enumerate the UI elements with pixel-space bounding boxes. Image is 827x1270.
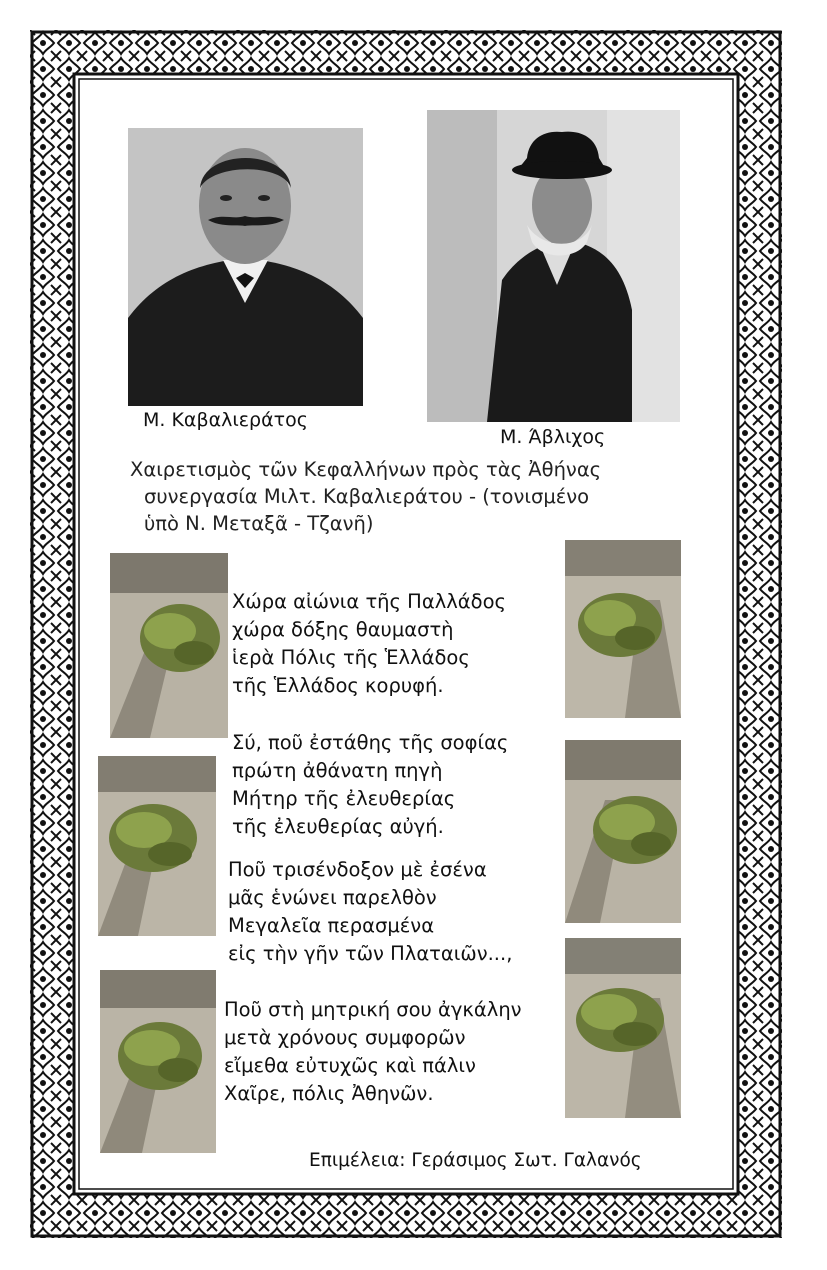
verse-line: Ποῦ στὴ μητρική σου ἀγκάλην bbox=[224, 998, 522, 1021]
stanza-2 bbox=[232, 729, 508, 841]
verse-line: μετὰ χρόνους συμφορῶν bbox=[224, 1026, 466, 1049]
portrait-caption-kavalieratos: Μ. Καβαλιεράτος bbox=[143, 409, 308, 431]
credit-line: Επιμέλεια: Γεράσιμος Σωτ. Γαλανός bbox=[309, 1150, 642, 1171]
stanza-3 bbox=[228, 856, 512, 968]
stanza-1 bbox=[232, 588, 506, 700]
verse-line: Χαῖρε, πόλις Ἀθηνῶν. bbox=[224, 1082, 434, 1105]
verse-line: τῆς Ἑλλάδος κορυφή. bbox=[232, 674, 444, 697]
portrait-avlichos bbox=[427, 110, 680, 422]
wreath-image bbox=[110, 553, 228, 738]
verse-line: ἱερὰ Πόλις τῆς Ἑλλάδος bbox=[232, 646, 470, 669]
wreath-image bbox=[565, 938, 681, 1118]
verse-line: χώρα δόξης θαυμαστὴ bbox=[232, 618, 454, 641]
portrait-caption-avlichos: Μ. Άβλιχος bbox=[500, 426, 606, 448]
portrait-kavalieratos bbox=[128, 128, 363, 406]
title-line: Χαιρετισμὸς τῶν Κεφαλλήνων πρὸς τὰς Ἀθήνας bbox=[130, 458, 602, 481]
wreath-image bbox=[565, 540, 681, 718]
verse-line: πρώτη ἀθάνατη πηγὴ bbox=[232, 759, 443, 782]
wreath-image bbox=[565, 740, 681, 923]
verse-line: μᾶς ἑνώνει παρελθὸν bbox=[228, 886, 437, 909]
verse-line: Μήτηρ τῆς ἐλευθερίας bbox=[232, 787, 456, 810]
stanza-4 bbox=[224, 996, 522, 1108]
verse-line: εἰς τὴν γῆν τῶν Πλαταιῶν..., bbox=[228, 942, 513, 965]
wreath-image bbox=[98, 756, 216, 936]
title-line: ὑπὸ Ν. Μεταξᾶ - Τζανῆ) bbox=[144, 512, 374, 535]
verse-line: τῆς ἐλευθερίας αὐγή. bbox=[232, 815, 444, 838]
verse-line: εἴμεθα εὐτυχῶς καὶ πάλιν bbox=[224, 1054, 476, 1077]
verse-line: Χώρα αἰώνια τῆς Παλλάδος bbox=[232, 590, 506, 613]
verse-line: Σύ, ποῦ ἐστάθης τῆς σοφίας bbox=[232, 731, 509, 754]
verse-line: Ποῦ τρισένδοξον μὲ ἐσένα bbox=[228, 858, 487, 881]
wreath-image bbox=[100, 970, 216, 1153]
verse-line: Μεγαλεῖα περασμένα bbox=[228, 914, 435, 937]
poem-title bbox=[130, 456, 710, 537]
title-line: συνεργασία Μιλτ. Καβαλιεράτου - (τονισμένο bbox=[144, 485, 590, 508]
